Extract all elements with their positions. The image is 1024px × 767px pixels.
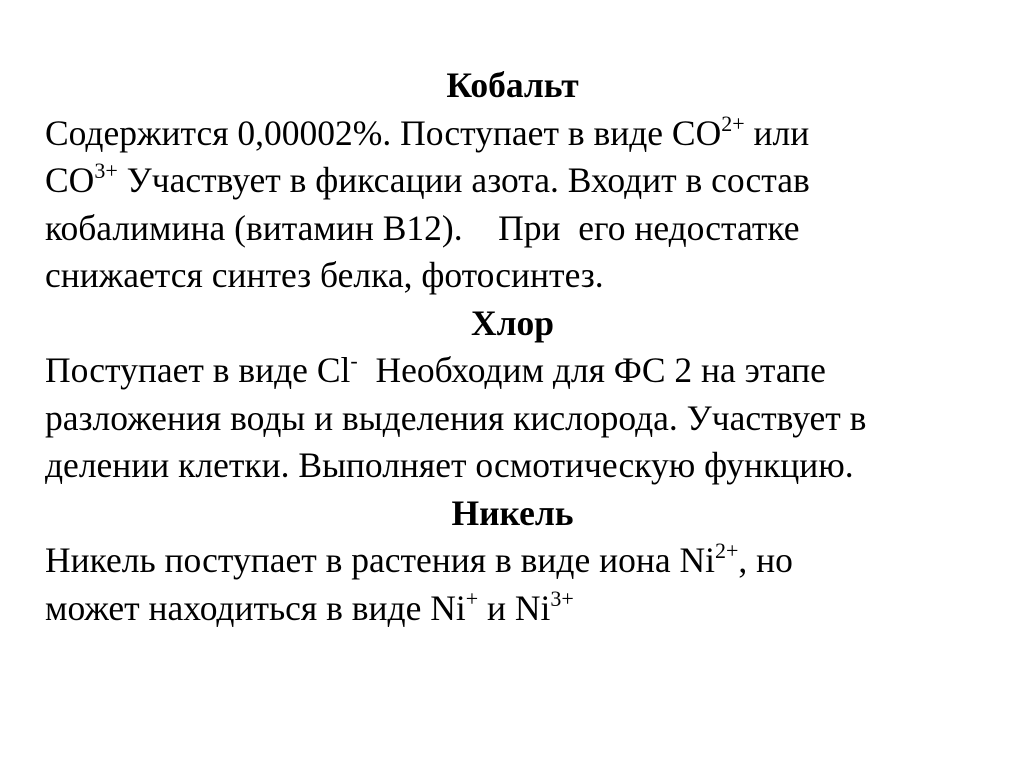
- text-line: Содержится 0,00002%. Поступает в виде $CO^{2+}$ или: [45, 110, 810, 153]
- text-line: делении клетки. Выполняет осмотическую функцию.: [45, 445, 854, 485]
- section-heading: Хлор: [470, 302, 555, 343]
- superscript: -: [350, 348, 358, 374]
- superscript: 3+: [94, 158, 118, 184]
- superscript: 2+: [714, 538, 739, 564]
- text-line: $CO^{3+}$ Участвует в фиксации азота. Входит в состав: [45, 158, 810, 200]
- text-line: Поступает в виде Cl- Необходим для ФС 2 на этапе: [45, 348, 826, 390]
- superscript: 3+: [550, 585, 574, 611]
- text-line: кобалимина (витамин В12). При его недостатке: [45, 207, 800, 248]
- section-body: [45, 537, 980, 632]
- section-body: [45, 110, 980, 300]
- section-body: [45, 347, 980, 490]
- section-nickel: [45, 490, 980, 633]
- section-chlorine: [45, 300, 980, 490]
- section-heading: Кобальт: [446, 65, 579, 105]
- text-line: разложения воды и выделения кислорода. Участвует в: [45, 397, 867, 438]
- section-cobalt: [45, 62, 980, 300]
- section-heading: Никель: [451, 492, 574, 533]
- superscript: 2+: [721, 110, 745, 136]
- slide-content: [45, 62, 980, 632]
- text-line: может находиться в виде Ni+ и $Ni^{3+}$: [45, 585, 574, 628]
- text-line: Никель поступает в растения в виде иона $Ni^{2+}$, но: [45, 538, 793, 580]
- superscript: +: [465, 585, 479, 611]
- text-line: снижается синтез белка, фотосинтез.: [45, 255, 604, 295]
